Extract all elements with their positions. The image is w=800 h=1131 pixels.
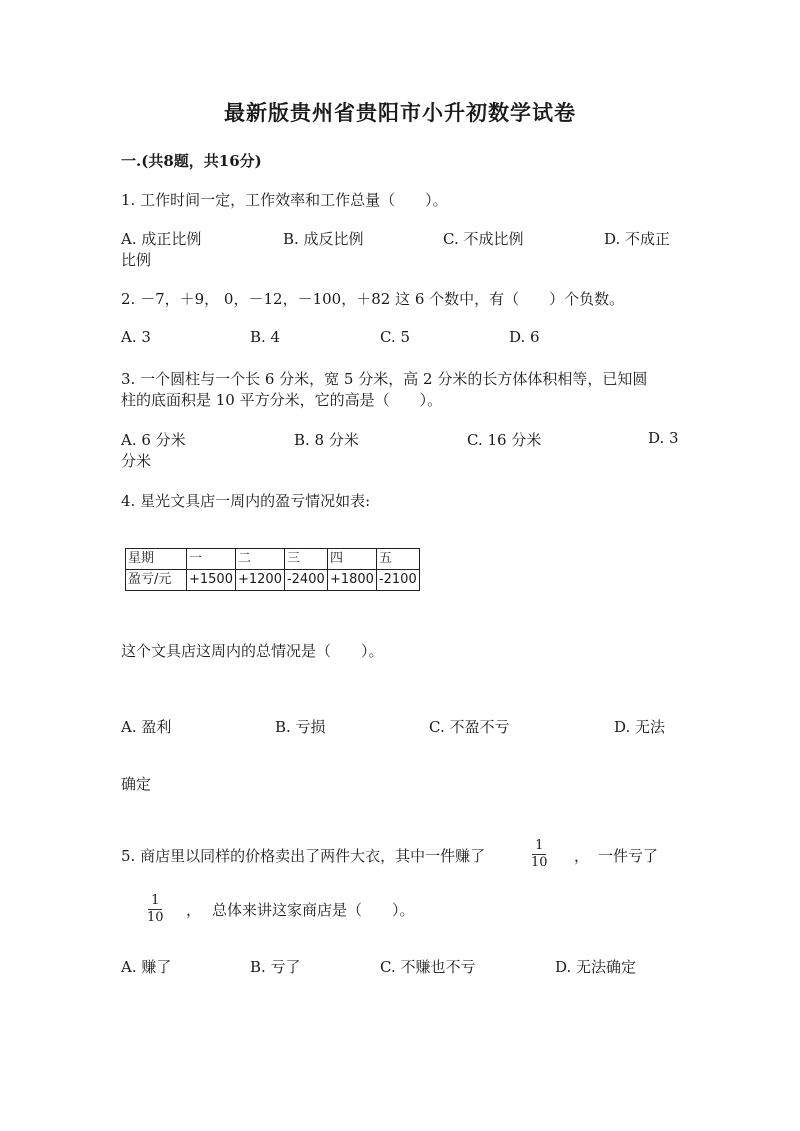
table-cell: -2100	[376, 570, 419, 591]
table-cell: +1500	[187, 570, 236, 591]
table-cell: 二	[235, 549, 284, 570]
q1-option-b[interactable]: B. 成反比例	[283, 230, 364, 248]
question-4-prompt: 这个文具店这周内的总情况是（ ）。	[121, 642, 384, 660]
q4-option-b[interactable]: B. 亏损	[275, 718, 326, 736]
table-cell: 五	[376, 549, 419, 570]
fraction-numerator: 1	[532, 839, 546, 855]
q3-option-d[interactable]: D. 3	[648, 429, 679, 447]
question-2-text: 2. －7，＋9， 0，－12，－100，＋82 这 6 个数中，有（ ）个负数。	[121, 290, 625, 308]
page-title: 最新版贵州省贵阳市小升初数学试卷	[224, 101, 576, 125]
q4-option-a[interactable]: A. 盈利	[121, 718, 172, 736]
q5-option-c[interactable]: C. 不赚也不亏	[380, 958, 476, 976]
q5-option-a[interactable]: A. 赚了	[121, 958, 172, 976]
table-cell: +1800	[327, 570, 376, 591]
table-cell: 三	[284, 549, 327, 570]
q2-option-a[interactable]: A. 3	[121, 328, 151, 346]
fraction-denominator: 10	[147, 910, 164, 925]
q2-option-d[interactable]: D. 6	[509, 328, 540, 346]
table-row	[126, 570, 420, 591]
q2-option-c[interactable]: C. 5	[380, 328, 411, 346]
question-1-text: 1. 工作时间一定，工作效率和工作总量（ ）。	[121, 191, 448, 209]
fraction-one-tenth	[528, 835, 551, 870]
table-cell: 盈亏/元	[126, 570, 187, 591]
question-3-line-1: 3. 一个圆柱与一个长 6 分米，宽 5 分米，高 2 分米的长方体体积相等，已知圆	[121, 370, 648, 388]
q3-option-b[interactable]: B. 8 分米	[294, 431, 359, 449]
q3-option-c[interactable]: C. 16 分米	[467, 431, 542, 449]
q5-option-b[interactable]: B. 亏了	[250, 958, 301, 976]
question-5-part-2: 一件亏了	[598, 847, 659, 865]
q4-option-d[interactable]: D. 无法	[614, 718, 666, 736]
profit-loss-table	[125, 548, 420, 591]
fraction-one-tenth	[144, 890, 167, 925]
question-3-line-2: 柱的底面积是 10 平方分米，它的高是（ ）。	[121, 391, 443, 409]
q3-option-a[interactable]: A. 6 分米	[121, 431, 186, 449]
table-header-row	[126, 549, 420, 570]
q1-option-d-wrap: 比例	[121, 251, 152, 269]
table-cell: 一	[187, 549, 236, 570]
question-5-part-3: 总体来讲这家商店是（ ）。	[212, 901, 415, 919]
comma: ，	[186, 901, 202, 919]
comma: ，	[574, 847, 590, 865]
question-4-text: 4. 星光文具店一周内的盈亏情况如表:	[121, 492, 371, 510]
section-heading: 一.(共8题，共16分)	[121, 152, 262, 170]
q4-option-d-wrap: 确定	[121, 775, 152, 793]
q2-option-b[interactable]: B. 4	[250, 328, 281, 346]
q3-option-d-wrap: 分米	[121, 452, 152, 470]
fraction-denominator: 10	[531, 855, 548, 870]
fraction-numerator: 1	[148, 894, 162, 910]
q1-option-d[interactable]: D. 不成正	[604, 230, 671, 248]
table-cell: +1200	[235, 570, 284, 591]
question-5-part-1: 5. 商店里以同样的价格卖出了两件大衣，其中一件赚了	[121, 847, 486, 865]
q5-option-d[interactable]: D. 无法确定	[555, 958, 637, 976]
table-cell: -2400	[284, 570, 327, 591]
table-cell: 星期	[126, 549, 187, 570]
q1-option-c[interactable]: C. 不成比例	[443, 230, 524, 248]
table-cell: 四	[327, 549, 376, 570]
q4-option-c[interactable]: C. 不盈不亏	[429, 718, 510, 736]
q1-option-a[interactable]: A. 成正比例	[121, 230, 202, 248]
